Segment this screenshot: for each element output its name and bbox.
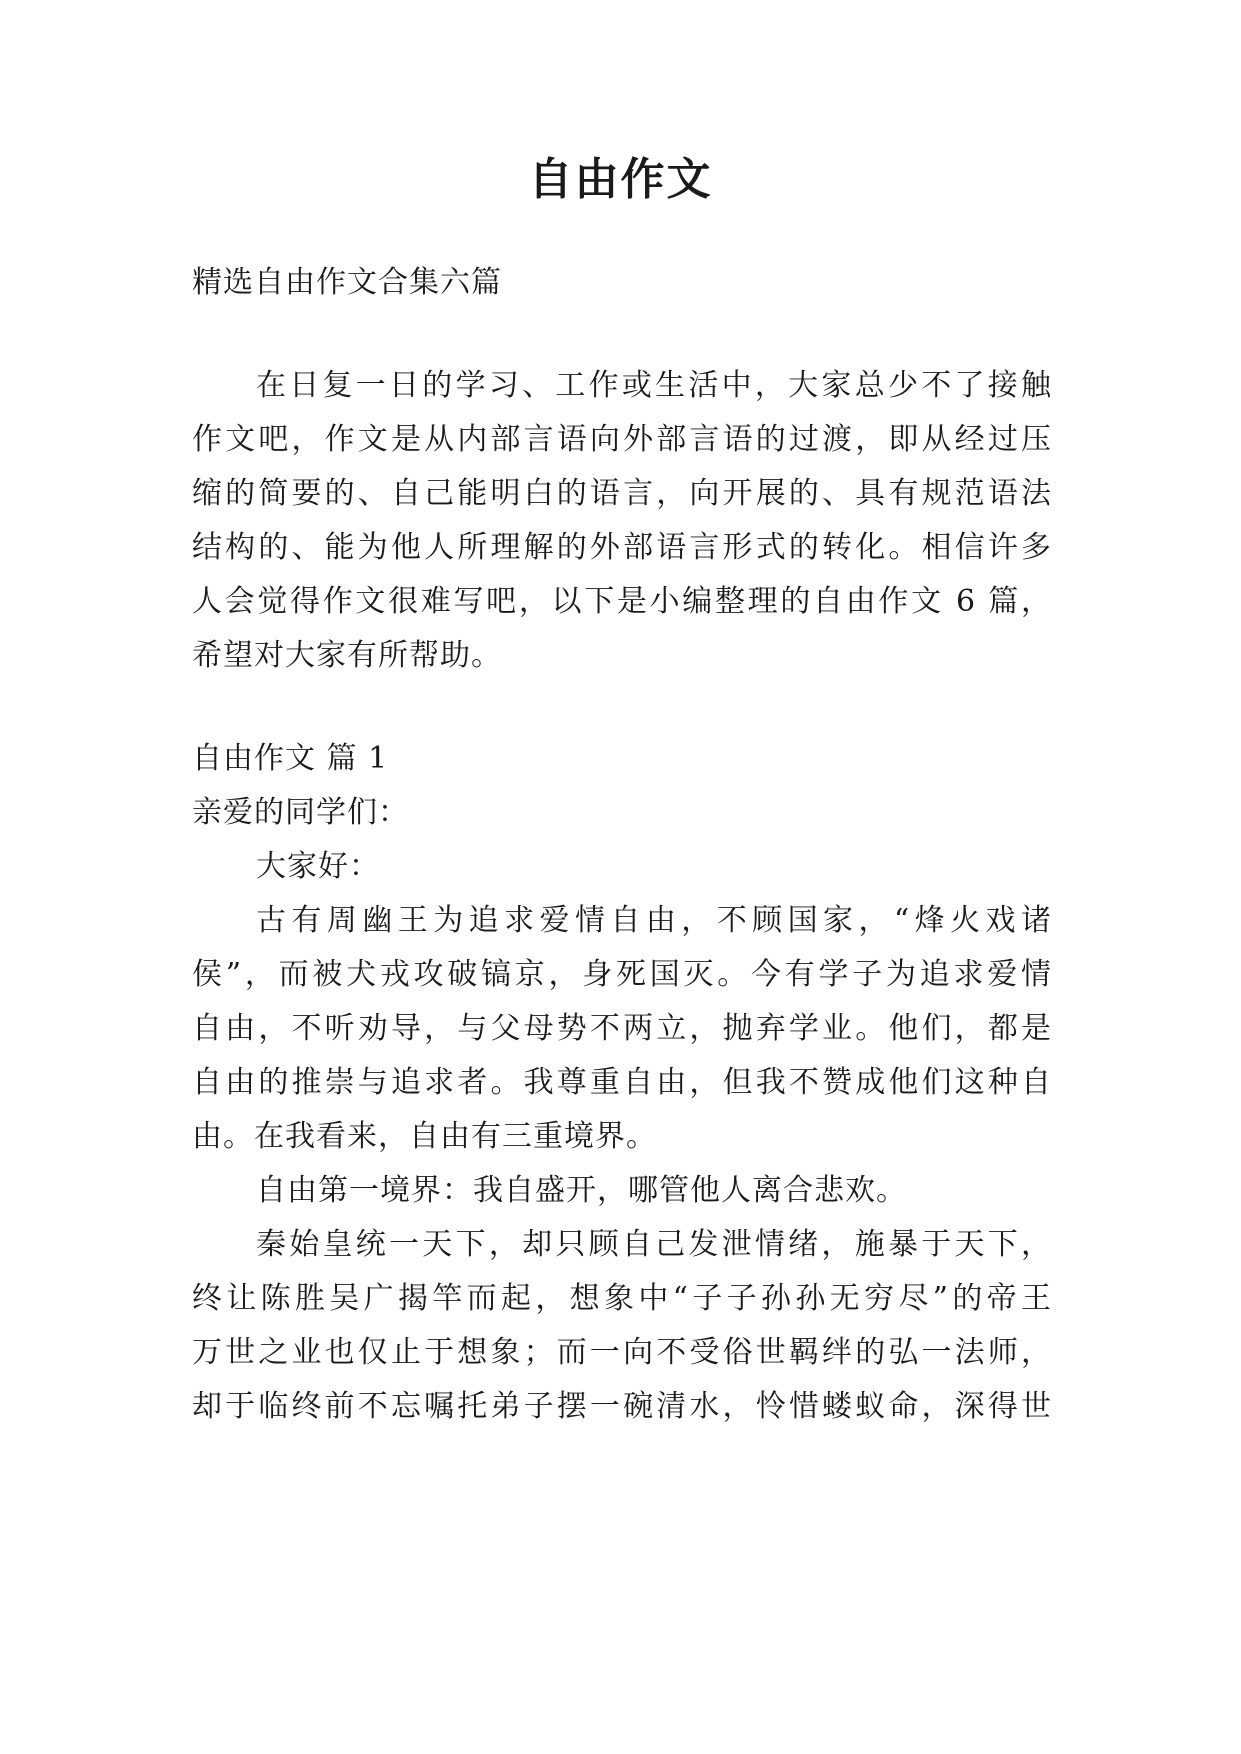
section-heading: 自由作文 篇 1: [192, 741, 389, 776]
intro-line: 结构的、能为他人所理解的外部语言形式的转化。相信许多: [192, 530, 1052, 565]
body-line: 终让陈胜吴广揭竿而起，想象中“子子孙孙无穷尽”的帝王: [192, 1281, 1052, 1316]
body-line: 却于临终前不忘嘱托弟子摆一碗清水，怜惜蝼蚁命，深得世: [192, 1389, 1052, 1424]
body-line: 万世之业也仅止于想象；而一向不受俗世羁绊的弘一法师，: [192, 1335, 1052, 1370]
body-line: 自由的推崇与追求者。我尊重自由，但我不赞成他们这种自: [192, 1065, 1052, 1100]
intro-line: 希望对大家有所帮助。: [192, 638, 502, 673]
document-title: 自由作文: [528, 154, 713, 205]
intro-line: 缩的简要的、自己能明白的语言，向开展的、具有规范语法: [192, 476, 1052, 511]
body-line: 自由第一境界：我自盛开，哪管他人离合悲欢。: [256, 1173, 907, 1208]
body-line: 侯”，而被犬戎攻破镐京，身死国灭。今有学子为追求爱情: [192, 957, 1052, 992]
intro-line: 人会觉得作文很难写吧，以下是小编整理的自由作文 6 篇，: [192, 584, 1052, 619]
body-line: 由。在我看来，自由有三重境界。: [192, 1119, 657, 1154]
document-subtitle: 精选自由作文合集六篇: [192, 265, 502, 300]
greeting: 大家好：: [256, 849, 380, 884]
body-line: 秦始皇统一天下，却只顾自己发泄情绪，施暴于天下，: [256, 1227, 1052, 1262]
intro-line: 作文吧，作文是从内部言语向外部言语的过渡，即从经过压: [192, 422, 1052, 457]
intro-line: 在日复一日的学习、工作或生活中，大家总少不了接触: [256, 368, 1052, 403]
body-line: 自由，不听劝导，与父母势不两立，抛弃学业。他们，都是: [192, 1011, 1052, 1046]
salutation: 亲爱的同学们：: [192, 795, 409, 830]
body-line: 古有周幽王为追求爱情自由，不顾国家，“烽火戏诸: [256, 903, 1052, 938]
